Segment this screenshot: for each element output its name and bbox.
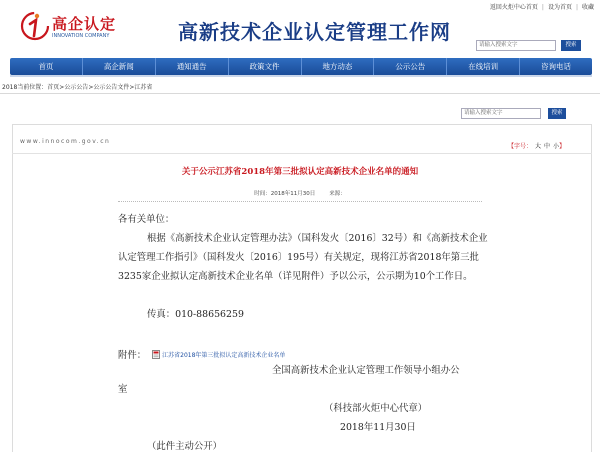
font-size-switcher [508, 141, 565, 150]
top-utility-links [490, 2, 594, 11]
divider [12, 153, 592, 154]
nav-item-home[interactable]: 首页 [10, 58, 83, 75]
article-date: 2018年11月30日 [340, 422, 416, 433]
signature-seal: （科技部火炬中心代章） [324, 403, 428, 414]
font-size-medium[interactable]: 中 [544, 143, 551, 150]
torch-center-home-link[interactable]: 返回火炬中心首页 [489, 4, 538, 11]
nav-item-hotline[interactable]: 咨询电话 [541, 62, 572, 71]
logo-mark-icon [20, 10, 50, 44]
nav-item-online-training[interactable]: 在线培训 [447, 58, 520, 75]
separator: | [541, 4, 544, 11]
logo-english: INNOVATION COMPANY [52, 32, 110, 39]
content-search-input[interactable]: 请输入搜索文字 [461, 108, 541, 119]
site-logo[interactable] [20, 10, 116, 44]
font-size-label: 【字号： [508, 143, 533, 150]
attachment-row [118, 347, 285, 361]
nav-item-notices[interactable]: 通知通告 [156, 58, 229, 75]
header-search-button[interactable]: 搜索 [561, 40, 581, 51]
disclosure-note: （此件主动公开） [147, 441, 223, 452]
font-size-large[interactable]: 大 [535, 143, 542, 150]
separator: | [575, 4, 578, 11]
logo-text [52, 15, 116, 40]
article-salutation: 各有关单位： [118, 214, 175, 225]
breadcrumb: 2018当前位置：首页>公示公告>公示公告文件>江苏省 [2, 84, 153, 91]
dotted-divider [118, 201, 482, 202]
nav-item-announcements[interactable]: 公示公告 [374, 58, 447, 75]
article-meta [0, 189, 600, 197]
attachment-label: 附件： [118, 350, 147, 361]
font-size-small[interactable]: 小 [553, 143, 560, 150]
article-source: 来源： [329, 191, 346, 197]
attachment-file-icon [152, 350, 160, 359]
nav-item-policies[interactable]: 政策文件 [229, 58, 302, 75]
site-title: 高新技术企业认定管理工作网 [178, 20, 451, 44]
font-size-close: 】 [559, 143, 566, 150]
breadcrumb-announcements[interactable]: 公示公告 [64, 84, 89, 91]
content-search-button[interactable]: 搜索 [548, 108, 566, 119]
nav-item-news[interactable]: 高企新闻 [83, 58, 156, 75]
article-time: 时间：2018年11月30日 [254, 191, 316, 197]
header-search-input[interactable]: 请输入搜索文字 [476, 40, 556, 51]
nav-underline [10, 75, 592, 77]
set-homepage-link[interactable]: 设为首页 [547, 4, 572, 11]
nav-item-local-news[interactable]: 地方动态 [302, 58, 375, 75]
site-url: www.innocom.gov.cn [20, 138, 111, 145]
logo-chinese: 高企认定 [52, 14, 117, 33]
main-nav [10, 58, 592, 75]
article-paragraph: 根据《高新技术企业认定管理办法》（国科发火〔2016〕32号）和《高新技术企业认定管理工作指引》（国科发火〔2016〕195号）有关规定，现将江苏省2018年第三批3235家企业拟认定高新技术企业名单（详见附件）予以公示，公示期为10个工作日。 [118, 233, 488, 282]
header-search [476, 40, 581, 51]
divider [0, 93, 600, 94]
breadcrumb-prefix: 2018当前位置： [2, 84, 48, 91]
attachment-link[interactable]: 江苏省2018年第三批拟认定高新技术企业名单 [162, 351, 286, 359]
article-title: 关于公示江苏省2018年第三批拟认定高新技术企业名单的通知 [181, 167, 419, 177]
article-fax: 传真：010-88656259 [147, 309, 244, 320]
breadcrumb-jiangsu[interactable]: 江苏省 [134, 84, 153, 91]
breadcrumb-home[interactable]: 首页 [47, 84, 60, 91]
signature-org-line2: 室 [118, 384, 128, 395]
content-search [461, 108, 566, 119]
bookmark-link[interactable]: 收藏 [581, 4, 594, 11]
signature-org-line1: 全国高新技术企业认定管理工作领导小组办公 [272, 365, 460, 376]
breadcrumb-announcement-files[interactable]: 公示公告文件 [93, 84, 130, 91]
